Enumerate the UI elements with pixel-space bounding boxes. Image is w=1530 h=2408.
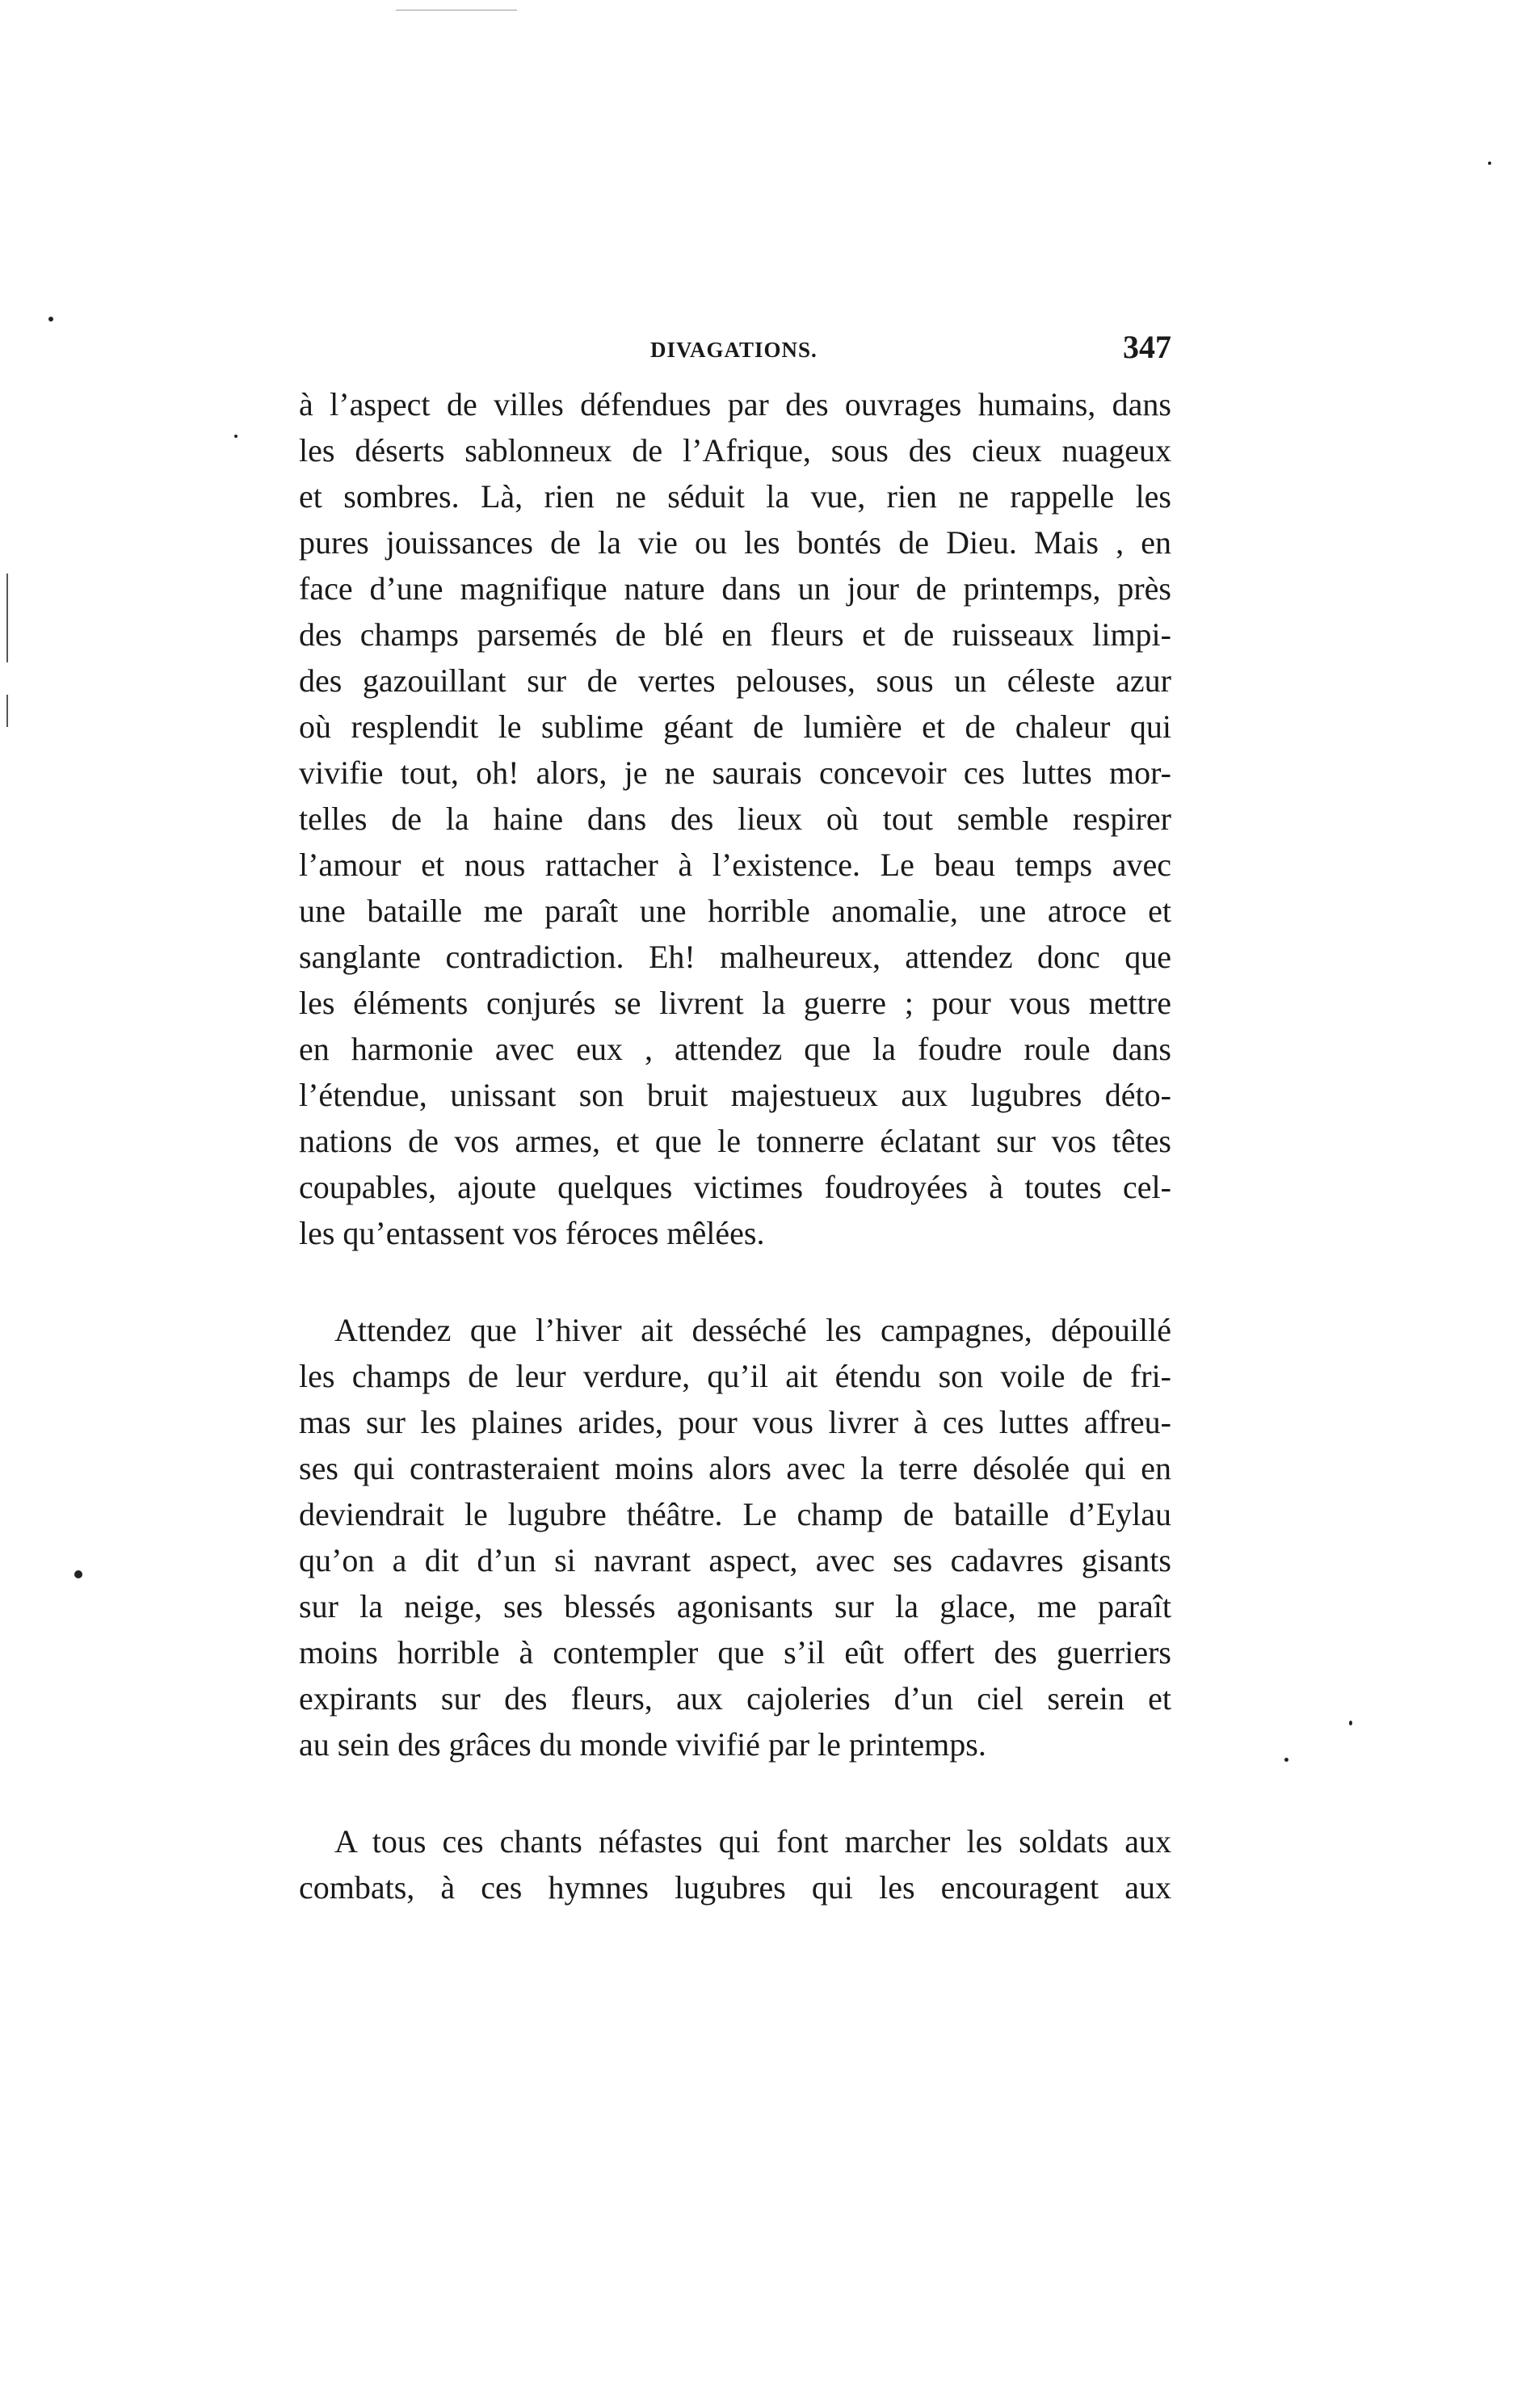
scan-speck bbox=[1349, 1721, 1352, 1725]
running-title: DIVAGATIONS. bbox=[650, 338, 818, 362]
text-line: qu’on a dit d’un si navrant aspect, avec ses cadavres gisants bbox=[299, 1542, 1171, 1578]
text-line: les éléments conjurés se livrent la guerre ; pour vous mettre bbox=[299, 985, 1171, 1021]
text-line: et sombres. Là, rien ne séduit la vue, rien ne rappelle les bbox=[299, 478, 1171, 515]
text-line: sur la neige, ses blessés agonisants sur la glace, me paraît bbox=[299, 1588, 1171, 1624]
text-line: au sein des grâces du monde vivifié par le printemps. bbox=[299, 1726, 986, 1763]
text-line: les qu’entassent vos féroces mêlées. bbox=[299, 1215, 765, 1251]
text-line: l’amour et nous rattacher à l’existence. Le beau temps avec bbox=[299, 847, 1171, 883]
running-header bbox=[299, 325, 1171, 373]
text-line: face d’une magnifique nature dans un jour de printemps, près bbox=[299, 570, 1171, 607]
scan-edge-mark bbox=[6, 574, 8, 662]
text-line: combats, à ces hymnes lugubres qui les encouragent aux bbox=[299, 1869, 1171, 1906]
text-line: une bataille me paraît une horrible anomalie, une atroce et bbox=[299, 893, 1171, 929]
scan-speck bbox=[1488, 162, 1491, 165]
text-line: à l’aspect de villes défendues par des ouvrages humains, dans bbox=[299, 386, 1171, 422]
text-line: mas sur les plaines arides, pour vous livrer à ces luttes affreu- bbox=[299, 1404, 1171, 1440]
text-line: en harmonie avec eux , attendez que la foudre roule dans bbox=[299, 1031, 1171, 1067]
text-line: moins horrible à contempler que s’il eût offert des guerriers bbox=[299, 1634, 1171, 1670]
scan-speck bbox=[48, 317, 53, 321]
scan-edge-mark bbox=[6, 695, 8, 727]
text-line: pures jouissances de la vie ou les bontés de Dieu. Mais , en bbox=[299, 524, 1171, 561]
text-line: l’étendue, unissant son bruit majestueux aux lugubres déto- bbox=[299, 1077, 1171, 1113]
body-text bbox=[299, 381, 1171, 1910]
paragraph-2 bbox=[299, 1307, 1171, 1767]
text-line: Attendez que l’hiver ait desséché les campagnes, dépouillé bbox=[334, 1312, 1171, 1348]
text-line: A tous ces chants néfastes qui font marcher les soldats aux bbox=[334, 1823, 1171, 1860]
scan-speck bbox=[1284, 1758, 1288, 1762]
text-line: coupables, ajoute quelques victimes foudroyées à toutes cel- bbox=[299, 1169, 1171, 1205]
text-line: des champs parsemés de blé en fleurs et de ruisseaux limpi- bbox=[299, 616, 1171, 653]
paragraph-3 bbox=[299, 1818, 1171, 1910]
paragraph-1 bbox=[299, 381, 1171, 1256]
text-line: vivifie tout, oh! alors, je ne saurais concevoir ces luttes mor- bbox=[299, 754, 1171, 791]
text-line: les déserts sablonneux de l’Afrique, sous des cieux nuageux bbox=[299, 432, 1171, 469]
text-line: les champs de leur verdure, qu’il ait étendu son voile de fri- bbox=[299, 1358, 1171, 1394]
text-line: des gazouillant sur de vertes pelouses, sous un céleste azur bbox=[299, 662, 1171, 699]
scan-edge-mark bbox=[396, 10, 517, 11]
text-line: nations de vos armes, et que le tonnerre éclatant sur vos têtes bbox=[299, 1123, 1171, 1159]
text-line: expirants sur des fleurs, aux cajoleries d’un ciel serein et bbox=[299, 1680, 1171, 1717]
text-line: ses qui contrasteraient moins alors avec la terre désolée qui en bbox=[299, 1450, 1171, 1486]
scan-speck bbox=[234, 435, 237, 438]
text-line: sanglante contradiction. Eh! malheureux, attendez donc que bbox=[299, 939, 1171, 975]
text-line: deviendrait le lugubre théâtre. Le champ de bataille d’Eylau bbox=[299, 1496, 1171, 1532]
scan-speck bbox=[74, 1570, 82, 1578]
page-number: 347 bbox=[1123, 329, 1171, 365]
text-line: où resplendit le sublime géant de lumière et de chaleur qui bbox=[299, 708, 1171, 745]
text-line: telles de la haine dans des lieux où tout semble respirer bbox=[299, 801, 1171, 837]
